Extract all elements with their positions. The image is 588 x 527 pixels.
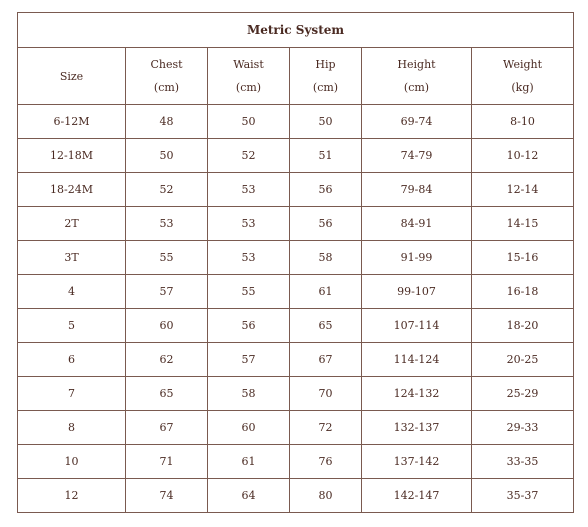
table-cell: 69-74 xyxy=(362,105,472,139)
table-row xyxy=(18,377,574,411)
column-header-weight xyxy=(472,48,574,105)
table-cell: 132-137 xyxy=(362,411,472,445)
table-cell: 114-124 xyxy=(362,343,472,377)
table-cell: 6-12M xyxy=(18,105,126,139)
table-cell: 99-107 xyxy=(362,275,472,309)
table-cell: 60 xyxy=(208,411,290,445)
table-cell: 8 xyxy=(18,411,126,445)
metric-size-table xyxy=(17,12,574,513)
table-cell: 10 xyxy=(18,445,126,479)
table-cell: 80 xyxy=(290,479,362,513)
table-row xyxy=(18,207,574,241)
table-cell: 52 xyxy=(126,173,208,207)
table-row xyxy=(18,411,574,445)
table-row xyxy=(18,445,574,479)
column-header-label: Height xyxy=(397,58,436,71)
table-cell: 107-114 xyxy=(362,309,472,343)
table-cell: 33-35 xyxy=(472,445,574,479)
column-header-height xyxy=(362,48,472,105)
table-cell: 50 xyxy=(290,105,362,139)
column-header-unit: (cm) xyxy=(235,81,262,94)
table-cell: 3T xyxy=(18,241,126,275)
table-cell: 53 xyxy=(208,207,290,241)
table-cell: 15-16 xyxy=(472,241,574,275)
table-cell: 64 xyxy=(208,479,290,513)
table-cell: 65 xyxy=(290,309,362,343)
table-cell: 61 xyxy=(290,275,362,309)
table-cell: 74-79 xyxy=(362,139,472,173)
table-cell: 10-12 xyxy=(472,139,574,173)
table-cell: 7 xyxy=(18,377,126,411)
table-cell: 25-29 xyxy=(472,377,574,411)
table-cell: 48 xyxy=(126,105,208,139)
table-cell: 53 xyxy=(208,241,290,275)
table-cell: 58 xyxy=(290,241,362,275)
table-cell: 50 xyxy=(126,139,208,173)
column-header-unit: (cm) xyxy=(403,81,430,94)
table-row xyxy=(18,139,574,173)
column-header-label: Waist xyxy=(233,58,264,71)
table-cell: 52 xyxy=(208,139,290,173)
table-cell: 12-18M xyxy=(18,139,126,173)
table-cell: 56 xyxy=(290,207,362,241)
table-cell: 70 xyxy=(290,377,362,411)
table-cell: 50 xyxy=(208,105,290,139)
table-row xyxy=(18,309,574,343)
column-header-label: Hip xyxy=(315,58,336,71)
column-header-unit: (cm) xyxy=(153,81,180,94)
column-header-hip xyxy=(290,48,362,105)
table-cell: 53 xyxy=(208,173,290,207)
table-title: Metric System xyxy=(18,13,574,48)
column-header-waist xyxy=(208,48,290,105)
column-header-size xyxy=(18,48,126,105)
table-cell: 56 xyxy=(208,309,290,343)
table-cell: 12-14 xyxy=(472,173,574,207)
table-cell: 79-84 xyxy=(362,173,472,207)
table-cell: 74 xyxy=(126,479,208,513)
column-header-chest xyxy=(126,48,208,105)
title-row xyxy=(18,13,574,48)
table-row xyxy=(18,275,574,309)
table-cell: 91-99 xyxy=(362,241,472,275)
table-cell: 5 xyxy=(18,309,126,343)
table-cell: 71 xyxy=(126,445,208,479)
table-cell: 18-20 xyxy=(472,309,574,343)
table-cell: 57 xyxy=(126,275,208,309)
table-row xyxy=(18,343,574,377)
table-cell: 58 xyxy=(208,377,290,411)
table-row xyxy=(18,241,574,275)
table-body xyxy=(18,105,574,513)
table-cell: 12 xyxy=(18,479,126,513)
table-cell: 8-10 xyxy=(472,105,574,139)
table-cell: 61 xyxy=(208,445,290,479)
table-cell: 6 xyxy=(18,343,126,377)
table-cell: 56 xyxy=(290,173,362,207)
table-cell: 62 xyxy=(126,343,208,377)
table-cell: 29-33 xyxy=(472,411,574,445)
table-cell: 55 xyxy=(208,275,290,309)
table-cell: 4 xyxy=(18,275,126,309)
table-row xyxy=(18,173,574,207)
column-header-unit: (kg) xyxy=(511,81,534,94)
table-cell: 72 xyxy=(290,411,362,445)
table-cell: 20-25 xyxy=(472,343,574,377)
table-cell: 55 xyxy=(126,241,208,275)
table-cell: 16-18 xyxy=(472,275,574,309)
table-cell: 84-91 xyxy=(362,207,472,241)
table-cell: 142-147 xyxy=(362,479,472,513)
table-cell: 65 xyxy=(126,377,208,411)
table-cell: 57 xyxy=(208,343,290,377)
column-header-label: Weight xyxy=(503,58,543,71)
column-header-label: Chest xyxy=(150,58,183,71)
table-cell: 35-37 xyxy=(472,479,574,513)
table-cell: 14-15 xyxy=(472,207,574,241)
table-cell: 53 xyxy=(126,207,208,241)
table-cell: 60 xyxy=(126,309,208,343)
table-cell: 137-142 xyxy=(362,445,472,479)
table-row xyxy=(18,105,574,139)
table-cell: 67 xyxy=(290,343,362,377)
table-cell: 51 xyxy=(290,139,362,173)
header-row xyxy=(18,48,574,105)
table-cell: 124-132 xyxy=(362,377,472,411)
column-header-label: Size xyxy=(59,69,84,83)
column-header-unit: (cm) xyxy=(312,81,339,94)
table-cell: 18-24M xyxy=(18,173,126,207)
table-cell: 76 xyxy=(290,445,362,479)
table-cell: 67 xyxy=(126,411,208,445)
table-row xyxy=(18,479,574,513)
table-cell: 2T xyxy=(18,207,126,241)
